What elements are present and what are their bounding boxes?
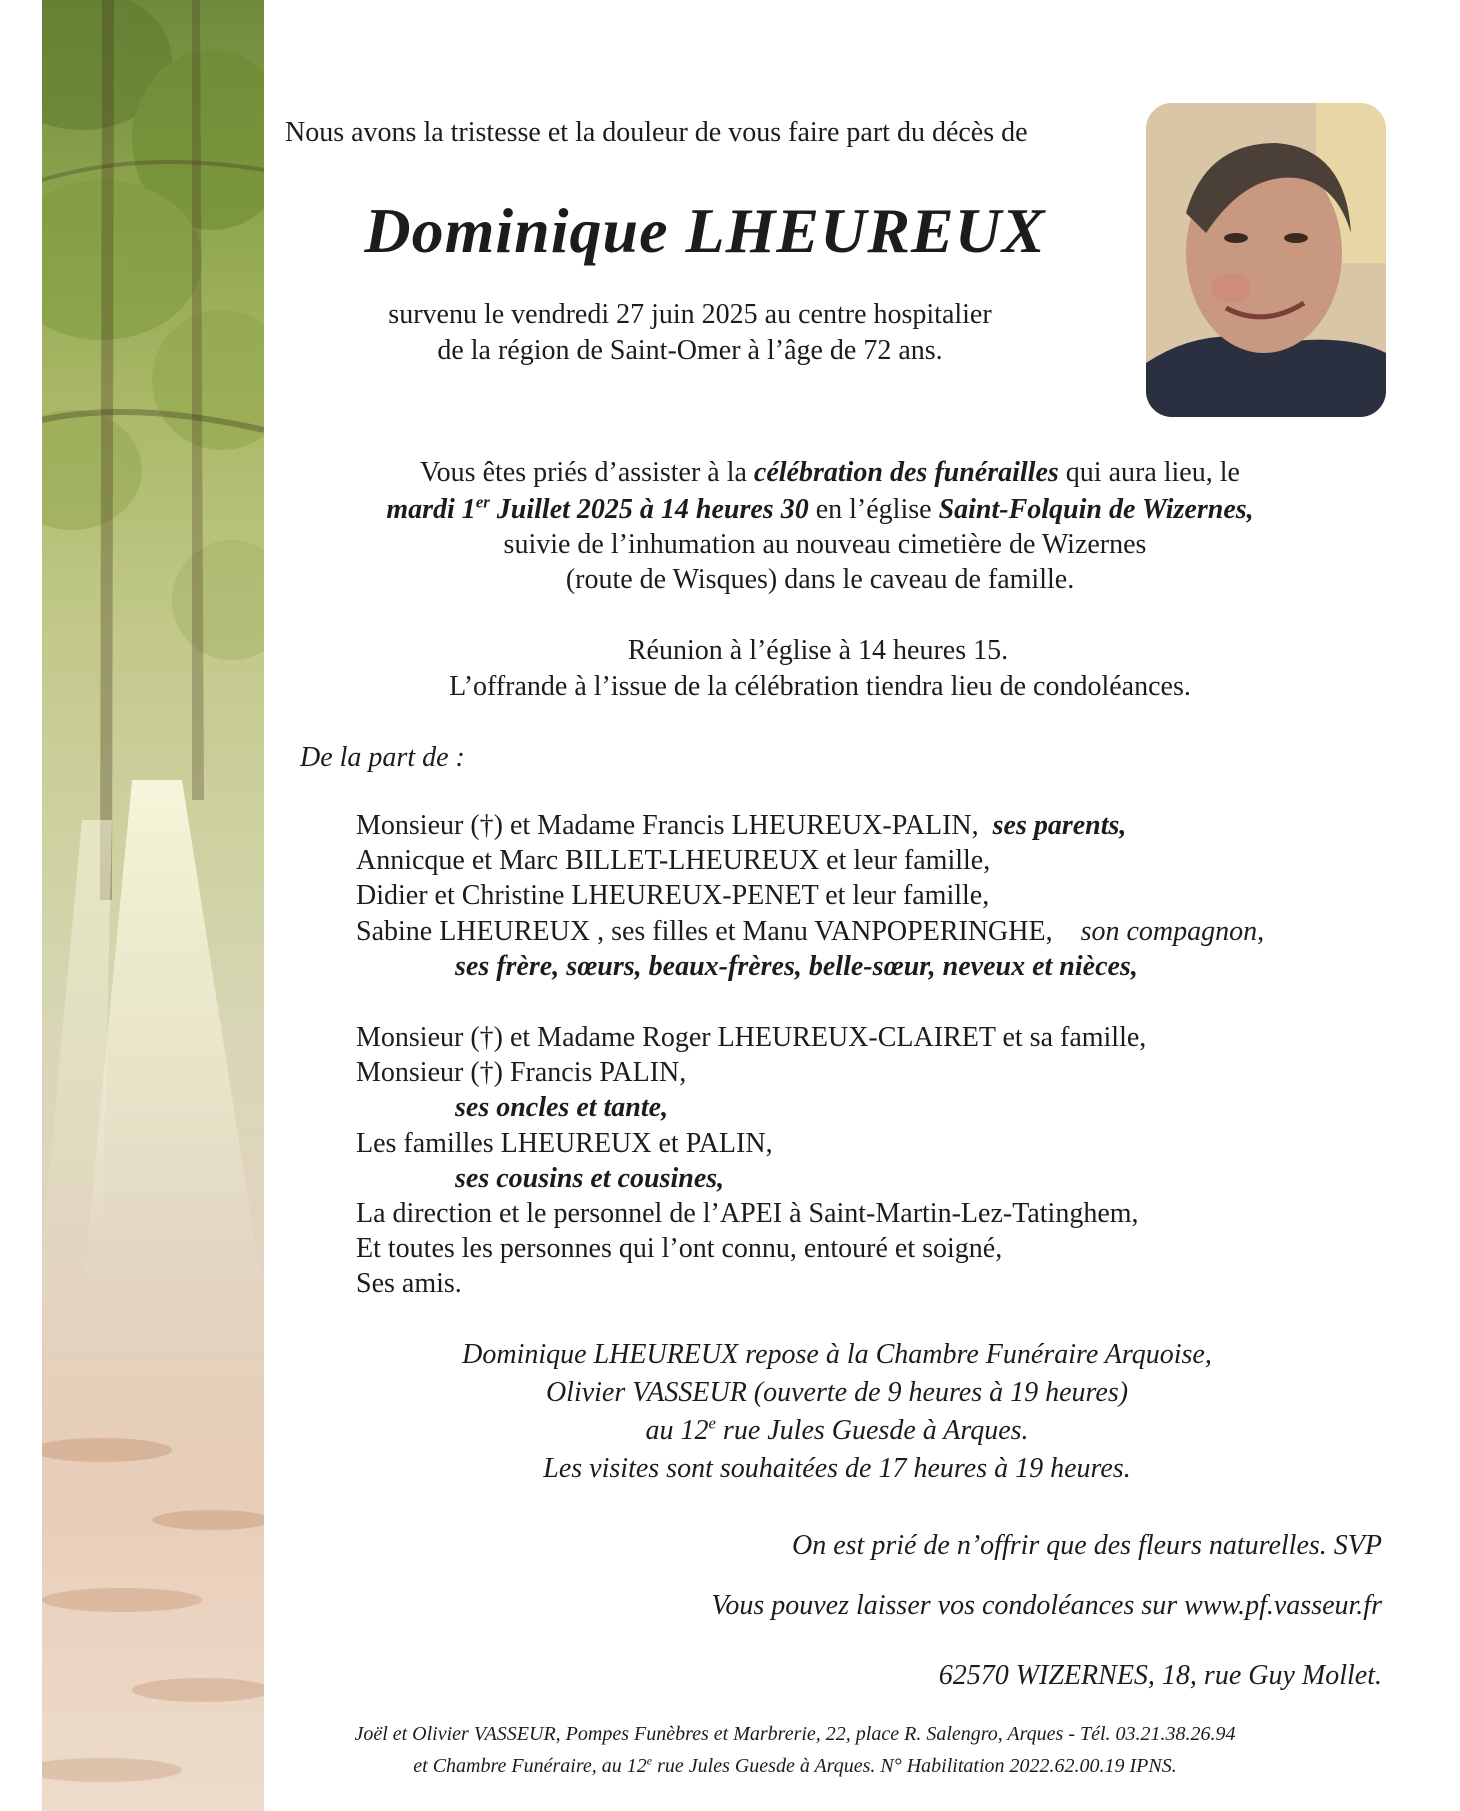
portrait-photo xyxy=(1146,103,1386,417)
family-role-line: ses oncles et tante, xyxy=(455,1092,669,1123)
resting-line3 xyxy=(645,1413,1029,1446)
footer-line1: Joël et Olivier VASSEUR, Pompes Funèbres et Marbrerie, 22, place R. Salengro, Arques - Tél. 03.21.38.26.94 xyxy=(354,1723,1236,1745)
resting-line4: Les visites sont souhaitées de 17 heures à 19 heures. xyxy=(543,1453,1131,1484)
portrait-illustration xyxy=(1146,103,1386,417)
forest-illustration xyxy=(42,0,264,1811)
family-line: Et toutes les personnes qui l’ont connu, entouré et soigné, xyxy=(356,1233,1003,1264)
family-line: Ses amis. xyxy=(356,1268,462,1299)
forest-background-image xyxy=(42,0,264,1811)
death-info-line1: survenu le vendredi 27 juin 2025 au centre hospitalier xyxy=(388,299,992,330)
deceased-name: Dominique LHEUREUX xyxy=(364,195,1046,266)
family-line: La direction et le personnel de l’APEI à Saint-Martin-Lez-Tatinghem, xyxy=(356,1198,1139,1229)
ceremony-line4: (route de Wisques) dans le caveau de famille. xyxy=(565,564,1075,595)
ceremony-date-sup: er xyxy=(475,492,490,512)
ceremony-date: Juillet 2025 à 14 heures 30 xyxy=(489,494,809,525)
ceremony-date: mardi 1 xyxy=(386,494,476,525)
ceremony-line3: suivie de l’inhumation au nouveau cimetière de Wizernes xyxy=(503,529,1147,560)
footer-text: et Chambre Funéraire, au 12 xyxy=(413,1755,647,1777)
family-line xyxy=(356,812,1126,840)
family-line xyxy=(356,918,1264,946)
resting-text: au 12 xyxy=(645,1415,709,1446)
from-label: De la part de : xyxy=(300,742,465,773)
funeral-home-address: 62570 WIZERNES, 18, rue Guy Mollet. xyxy=(938,1660,1382,1691)
offering-note: L’offrande à l’issue de la célébration tiendra lieu de condoléances. xyxy=(449,671,1191,702)
resting-text: rue Jules Guesde à Arques. xyxy=(715,1415,1029,1446)
gathering-time: Réunion à l’église à 14 heures 15. xyxy=(627,635,1009,666)
family-line: Les familles LHEUREUX et PALIN, xyxy=(356,1128,773,1159)
family-names: Monsieur (†) et Madame Francis LHEUREUX-PALIN, xyxy=(356,810,979,841)
ceremony-text: Vous êtes priés d’assister à la xyxy=(420,457,754,488)
footer-text: rue Jules Guesde à Arques. N° Habilitation 2022.62.00.19 IPNS. xyxy=(652,1755,1177,1777)
resting-line2: Olivier VASSEUR (ouverte de 9 heures à 19 heures) xyxy=(545,1377,1129,1408)
ceremony-church: Saint-Folquin de Wizernes, xyxy=(938,494,1254,525)
family-line: Monsieur (†) et Madame Roger LHEUREUX-CLAIRET et sa famille, xyxy=(356,1022,1147,1053)
condolences-note: Vous pouvez laisser vos condoléances sur www.pf.vasseur.fr xyxy=(711,1590,1382,1621)
family-role: ses parents, xyxy=(992,810,1127,841)
ceremony-line2 xyxy=(386,492,1254,525)
resting-line1: Dominique LHEUREUX repose à la Chambre Funéraire Arquoise, xyxy=(462,1339,1212,1370)
footer-sup: e xyxy=(646,1753,653,1768)
family-line: Monsieur (†) Francis PALIN, xyxy=(356,1057,687,1088)
footer-line2 xyxy=(413,1753,1177,1777)
ceremony-text: qui aura lieu, le xyxy=(1058,457,1240,488)
resting-sup: e xyxy=(708,1413,716,1433)
family-role-line: ses cousins et cousines, xyxy=(455,1163,725,1194)
family-line: Annicque et Marc BILLET-LHEUREUX et leur famille, xyxy=(356,845,991,876)
family-line: Didier et Christine LHEUREUX-PENET et leur famille, xyxy=(356,880,990,911)
family-role: son compagnon, xyxy=(1080,916,1265,947)
family-names: Sabine LHEUREUX , ses filles et Manu VANPOPERINGHE, xyxy=(356,916,1053,947)
intro-text: Nous avons la tristesse et la douleur de vous faire part du décès de xyxy=(285,117,1028,148)
ceremony-line1 xyxy=(420,459,1240,487)
ceremony-emphasis: célébration des funérailles xyxy=(753,457,1059,488)
ceremony-text: en l’église xyxy=(808,494,939,525)
death-info-line2: de la région de Saint-Omer à l’âge de 72 ans. xyxy=(437,335,943,366)
family-role-line: ses frère, sœurs, beaux-frères, belle-sœur, neveux et nièces, xyxy=(455,951,1138,982)
flowers-note: On est prié de n’offrir que des fleurs naturelles. SVP xyxy=(792,1530,1382,1561)
